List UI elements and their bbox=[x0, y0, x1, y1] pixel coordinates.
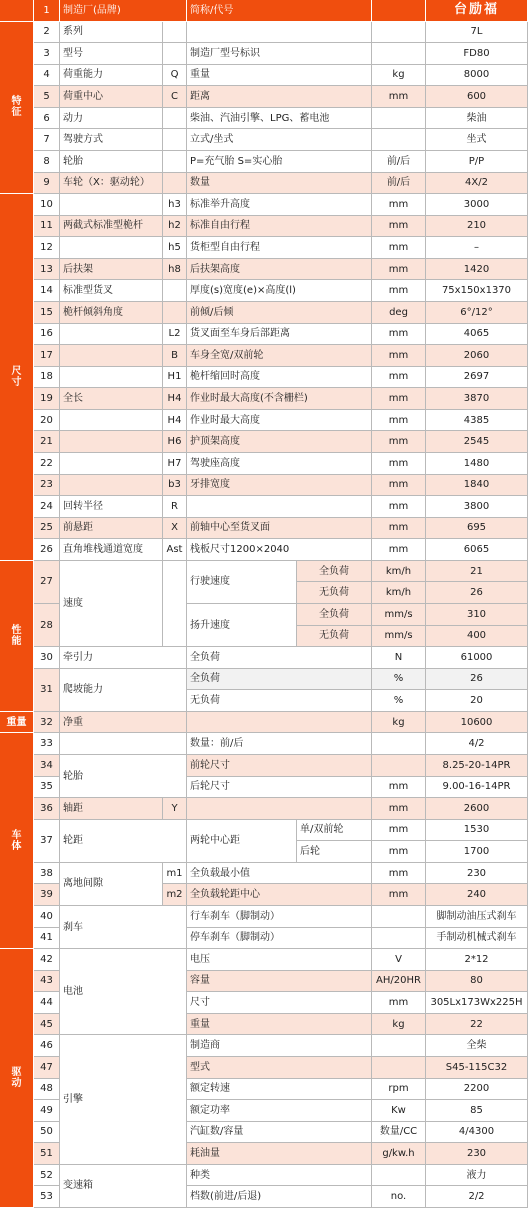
header-brand: 台励福 bbox=[426, 0, 528, 22]
row-value: 2060 bbox=[426, 345, 528, 367]
row-symbol bbox=[163, 129, 187, 151]
row-unit bbox=[372, 733, 426, 755]
row-item: 净重 bbox=[60, 712, 187, 734]
row-unit: mm bbox=[372, 431, 426, 453]
row-number: 42 bbox=[34, 949, 60, 971]
row-value: 1700 bbox=[426, 841, 528, 863]
row-unit bbox=[372, 43, 426, 65]
row-number: 36 bbox=[34, 798, 60, 820]
row-item bbox=[60, 367, 163, 389]
row-value: 240 bbox=[426, 884, 528, 906]
header-no: 1 bbox=[34, 0, 60, 22]
row-unit bbox=[372, 108, 426, 130]
row-symbol: B bbox=[163, 345, 187, 367]
row-symbol bbox=[163, 151, 187, 173]
row-condition: 后轮 bbox=[297, 841, 372, 863]
row-value: 4385 bbox=[426, 410, 528, 432]
row-number: 50 bbox=[34, 1122, 60, 1144]
row-number: 7 bbox=[34, 129, 60, 151]
row-unit: kg bbox=[372, 712, 426, 734]
row-description: 作业时最大高度 bbox=[187, 410, 372, 432]
row-number: 46 bbox=[34, 1035, 60, 1057]
row-description: 全负荷 bbox=[187, 647, 372, 669]
row-number: 30 bbox=[34, 647, 60, 669]
row-unit bbox=[372, 906, 426, 928]
row-symbol: L2 bbox=[163, 324, 187, 346]
row-item: 变速箱 bbox=[60, 1165, 187, 1208]
row-description: 全负载最小值 bbox=[187, 863, 372, 885]
row-item: 前悬距 bbox=[60, 518, 163, 540]
row-value: 2/2 bbox=[426, 1186, 528, 1208]
section-label: 尺 寸 bbox=[0, 194, 34, 561]
row-unit: mm bbox=[372, 496, 426, 518]
row-number: 22 bbox=[34, 453, 60, 475]
row-value: 85 bbox=[426, 1100, 528, 1122]
row-unit: mm bbox=[372, 475, 426, 497]
row-description: 货叉面至车身后部距离 bbox=[187, 324, 372, 346]
row-value: 75x150x1370 bbox=[426, 280, 528, 302]
row-description: 护顶架高度 bbox=[187, 431, 372, 453]
row-value: 8000 bbox=[426, 65, 528, 87]
row-value: 4065 bbox=[426, 324, 528, 346]
row-number: 41 bbox=[34, 928, 60, 950]
row-value: 4/4300 bbox=[426, 1122, 528, 1144]
row-unit: Kw bbox=[372, 1100, 426, 1122]
row-item bbox=[60, 453, 163, 475]
row-symbol: Ast bbox=[163, 539, 187, 561]
row-number: 49 bbox=[34, 1100, 60, 1122]
row-condition: 全负荷 bbox=[297, 561, 372, 583]
row-description: 重量 bbox=[187, 65, 372, 87]
row-item: 速度 bbox=[60, 561, 163, 647]
row-symbol bbox=[163, 173, 187, 195]
row-unit: mm bbox=[372, 280, 426, 302]
row-number: 12 bbox=[34, 237, 60, 259]
row-item: 荷重中心 bbox=[60, 86, 163, 108]
row-number: 26 bbox=[34, 539, 60, 561]
row-item bbox=[60, 410, 163, 432]
header-corner bbox=[0, 0, 34, 22]
row-value: 695 bbox=[426, 518, 528, 540]
row-value: 26 bbox=[426, 582, 528, 604]
row-unit bbox=[372, 1035, 426, 1057]
row-unit: mm bbox=[372, 216, 426, 238]
row-description: 停车刹车（脚制动） bbox=[187, 928, 372, 950]
row-description: 额定转速 bbox=[187, 1079, 372, 1101]
row-value: 22 bbox=[426, 1014, 528, 1036]
row-symbol: h2 bbox=[163, 216, 187, 238]
row-description: 扬升速度 bbox=[187, 604, 297, 647]
row-item: 驾驶方式 bbox=[60, 129, 163, 151]
row-number: 11 bbox=[34, 216, 60, 238]
row-number: 14 bbox=[34, 280, 60, 302]
row-item bbox=[60, 237, 163, 259]
row-unit: mm bbox=[372, 518, 426, 540]
section-label: 特 征 bbox=[0, 22, 34, 195]
row-symbol: H6 bbox=[163, 431, 187, 453]
row-description: 前轴中心至货叉面 bbox=[187, 518, 372, 540]
row-unit bbox=[372, 129, 426, 151]
row-value: 3870 bbox=[426, 388, 528, 410]
row-number: 13 bbox=[34, 259, 60, 281]
row-description: 数量 bbox=[187, 173, 372, 195]
row-value: 全柴 bbox=[426, 1035, 528, 1057]
row-description bbox=[187, 712, 372, 734]
row-value: 80 bbox=[426, 971, 528, 993]
row-item: 引擎 bbox=[60, 1035, 187, 1164]
row-value: 305Lx173Wx225H bbox=[426, 992, 528, 1014]
row-value: 2545 bbox=[426, 431, 528, 453]
row-symbol: m1 bbox=[163, 863, 187, 885]
row-unit: % bbox=[372, 690, 426, 712]
row-unit: % bbox=[372, 669, 426, 691]
row-unit: mm bbox=[372, 86, 426, 108]
row-unit: mm bbox=[372, 194, 426, 216]
row-value: 310 bbox=[426, 604, 528, 626]
row-description: 货柜型自由行程 bbox=[187, 237, 372, 259]
row-number: 48 bbox=[34, 1079, 60, 1101]
row-unit: mm bbox=[372, 410, 426, 432]
row-item: 牵引力 bbox=[60, 647, 187, 669]
row-description: 柴油、汽油引擎、LPG、蓄电池 bbox=[187, 108, 372, 130]
row-unit: mm/s bbox=[372, 626, 426, 648]
row-description: 档数(前进/后退) bbox=[187, 1186, 372, 1208]
row-description: 制造商 bbox=[187, 1035, 372, 1057]
row-value: 10600 bbox=[426, 712, 528, 734]
row-symbol: H4 bbox=[163, 410, 187, 432]
row-unit: deg bbox=[372, 302, 426, 324]
row-number: 44 bbox=[34, 992, 60, 1014]
row-number: 16 bbox=[34, 324, 60, 346]
row-symbol: X bbox=[163, 518, 187, 540]
row-number: 28 bbox=[34, 604, 60, 647]
row-number: 35 bbox=[34, 777, 60, 799]
row-item: 刹车 bbox=[60, 906, 187, 949]
row-value: 1480 bbox=[426, 453, 528, 475]
row-symbol bbox=[163, 108, 187, 130]
row-description: 无负荷 bbox=[187, 690, 372, 712]
row-value: 600 bbox=[426, 86, 528, 108]
row-unit: N bbox=[372, 647, 426, 669]
header-desc: 简称/代号 bbox=[187, 0, 372, 22]
row-number: 31 bbox=[34, 669, 60, 712]
row-number: 25 bbox=[34, 518, 60, 540]
row-value: 26 bbox=[426, 669, 528, 691]
row-description: 汽缸数/容量 bbox=[187, 1122, 372, 1144]
row-description: 重量 bbox=[187, 1014, 372, 1036]
row-unit: kg bbox=[372, 1014, 426, 1036]
row-description: 全负载轮距中心 bbox=[187, 884, 372, 906]
row-description: 桅杆缩回时高度 bbox=[187, 367, 372, 389]
row-description: 制造厂型号标识 bbox=[187, 43, 372, 65]
row-value: 6065 bbox=[426, 539, 528, 561]
row-item: 后扶架 bbox=[60, 259, 163, 281]
row-item: 回转半径 bbox=[60, 496, 163, 518]
row-value: 2600 bbox=[426, 798, 528, 820]
row-unit: V bbox=[372, 949, 426, 971]
row-unit: mm bbox=[372, 798, 426, 820]
row-description: 前倾/后倾 bbox=[187, 302, 372, 324]
header-unit bbox=[372, 0, 426, 22]
row-value: 4/2 bbox=[426, 733, 528, 755]
row-item: 荷重能力 bbox=[60, 65, 163, 87]
row-unit: mm bbox=[372, 863, 426, 885]
row-description: 前轮尺寸 bbox=[187, 755, 372, 777]
row-item: 直角堆栈通道宽度 bbox=[60, 539, 163, 561]
row-condition: 无负荷 bbox=[297, 582, 372, 604]
row-number: 20 bbox=[34, 410, 60, 432]
row-unit: kg bbox=[372, 65, 426, 87]
row-unit: mm bbox=[372, 367, 426, 389]
row-number: 17 bbox=[34, 345, 60, 367]
row-value: P/P bbox=[426, 151, 528, 173]
row-unit: 前/后 bbox=[372, 173, 426, 195]
row-value: 3800 bbox=[426, 496, 528, 518]
row-value: 2697 bbox=[426, 367, 528, 389]
row-number: 15 bbox=[34, 302, 60, 324]
row-description: 尺寸 bbox=[187, 992, 372, 1014]
row-unit: km/h bbox=[372, 582, 426, 604]
header-item: 制造厂(品牌) bbox=[60, 0, 187, 22]
row-number: 5 bbox=[34, 86, 60, 108]
row-item: 桅杆倾斜角度 bbox=[60, 302, 163, 324]
row-number: 47 bbox=[34, 1057, 60, 1079]
row-description: 型式 bbox=[187, 1057, 372, 1079]
row-symbol: h8 bbox=[163, 259, 187, 281]
row-description: 行车刹车（脚制动） bbox=[187, 906, 372, 928]
row-symbol bbox=[163, 280, 187, 302]
row-number: 23 bbox=[34, 475, 60, 497]
row-symbol bbox=[163, 43, 187, 65]
row-number: 2 bbox=[34, 22, 60, 44]
row-number: 45 bbox=[34, 1014, 60, 1036]
row-unit bbox=[372, 928, 426, 950]
row-number: 37 bbox=[34, 820, 60, 863]
row-number: 4 bbox=[34, 65, 60, 87]
row-item: 轮距 bbox=[60, 820, 187, 863]
row-item: 爬坡能力 bbox=[60, 669, 187, 712]
row-value: 400 bbox=[426, 626, 528, 648]
row-item: 车轮（X：驱动轮） bbox=[60, 173, 163, 195]
row-item: 离地间隙 bbox=[60, 863, 163, 906]
row-number: 6 bbox=[34, 108, 60, 130]
row-description: 作业时最大高度(不含栅栏) bbox=[187, 388, 372, 410]
row-unit: rpm bbox=[372, 1079, 426, 1101]
row-symbol: Y bbox=[163, 798, 187, 820]
row-unit: mm bbox=[372, 992, 426, 1014]
row-item: 型号 bbox=[60, 43, 163, 65]
row-item: 动力 bbox=[60, 108, 163, 130]
row-number: 32 bbox=[34, 712, 60, 734]
row-description: 全负荷 bbox=[187, 669, 372, 691]
section-label: 驱 动 bbox=[0, 949, 34, 1208]
row-number: 9 bbox=[34, 173, 60, 195]
row-description: 后扶架高度 bbox=[187, 259, 372, 281]
row-unit: mm/s bbox=[372, 604, 426, 626]
row-number: 3 bbox=[34, 43, 60, 65]
row-value: 21 bbox=[426, 561, 528, 583]
row-description: 立式/坐式 bbox=[187, 129, 372, 151]
row-symbol: H7 bbox=[163, 453, 187, 475]
row-value: 柴油 bbox=[426, 108, 528, 130]
row-description: 电压 bbox=[187, 949, 372, 971]
row-unit: mm bbox=[372, 841, 426, 863]
row-value: 1840 bbox=[426, 475, 528, 497]
row-unit: 数量/CC bbox=[372, 1122, 426, 1144]
row-symbol: b3 bbox=[163, 475, 187, 497]
row-description: 驾驶座高度 bbox=[187, 453, 372, 475]
row-number: 27 bbox=[34, 561, 60, 604]
row-unit: mm bbox=[372, 820, 426, 842]
row-value: 3000 bbox=[426, 194, 528, 216]
row-unit: mm bbox=[372, 884, 426, 906]
row-unit: 前/后 bbox=[372, 151, 426, 173]
row-item: 标准型货叉 bbox=[60, 280, 163, 302]
row-number: 19 bbox=[34, 388, 60, 410]
row-item: 全长 bbox=[60, 388, 163, 410]
row-number: 39 bbox=[34, 884, 60, 906]
row-description: 行驶速度 bbox=[187, 561, 297, 604]
row-description: 后轮尺寸 bbox=[187, 777, 372, 799]
section-label: 重量 bbox=[0, 712, 34, 734]
row-condition: 单/双前轮 bbox=[297, 820, 372, 842]
row-item: 系列 bbox=[60, 22, 163, 44]
row-symbol: Q bbox=[163, 65, 187, 87]
row-number: 52 bbox=[34, 1165, 60, 1187]
row-description: 牙排宽度 bbox=[187, 475, 372, 497]
row-value: 20 bbox=[426, 690, 528, 712]
row-item: 轮胎 bbox=[60, 755, 187, 798]
row-unit: mm bbox=[372, 345, 426, 367]
row-item bbox=[60, 733, 187, 755]
row-description bbox=[187, 22, 372, 44]
row-value: 210 bbox=[426, 216, 528, 238]
row-item: 轮胎 bbox=[60, 151, 163, 173]
row-symbol: H4 bbox=[163, 388, 187, 410]
row-number: 33 bbox=[34, 733, 60, 755]
row-unit: mm bbox=[372, 539, 426, 561]
row-description bbox=[187, 798, 372, 820]
row-unit bbox=[372, 755, 426, 777]
row-item bbox=[60, 431, 163, 453]
row-unit: mm bbox=[372, 453, 426, 475]
row-unit bbox=[372, 1057, 426, 1079]
row-symbol: C bbox=[163, 86, 187, 108]
row-number: 24 bbox=[34, 496, 60, 518]
row-item bbox=[60, 345, 163, 367]
row-condition: 无负荷 bbox=[297, 626, 372, 648]
row-value: 2200 bbox=[426, 1079, 528, 1101]
row-number: 10 bbox=[34, 194, 60, 216]
row-number: 40 bbox=[34, 906, 60, 928]
row-number: 38 bbox=[34, 863, 60, 885]
row-description: P=充气胎 S=实心胎 bbox=[187, 151, 372, 173]
row-symbol: m2 bbox=[163, 884, 187, 906]
row-description: 栈板尺寸1200×2040 bbox=[187, 539, 372, 561]
row-description: 厚度(s)宽度(e)×高度(l) bbox=[187, 280, 372, 302]
row-value: 2*12 bbox=[426, 949, 528, 971]
row-symbol bbox=[163, 302, 187, 324]
row-value: 脚制动油压式刹车 bbox=[426, 906, 528, 928]
section-label: 车 体 bbox=[0, 733, 34, 949]
row-value: 6°/12° bbox=[426, 302, 528, 324]
row-value: 1420 bbox=[426, 259, 528, 281]
row-description: 容量 bbox=[187, 971, 372, 993]
row-unit: mm bbox=[372, 777, 426, 799]
row-description: 额定功率 bbox=[187, 1100, 372, 1122]
row-number: 34 bbox=[34, 755, 60, 777]
row-value: FD80 bbox=[426, 43, 528, 65]
row-unit: mm bbox=[372, 388, 426, 410]
row-number: 21 bbox=[34, 431, 60, 453]
row-description: 车身全宽/双前轮 bbox=[187, 345, 372, 367]
row-description: 耗油量 bbox=[187, 1143, 372, 1165]
row-condition: 全负荷 bbox=[297, 604, 372, 626]
row-unit: no. bbox=[372, 1186, 426, 1208]
row-value: – bbox=[426, 237, 528, 259]
row-item: 电池 bbox=[60, 949, 187, 1035]
row-unit: mm bbox=[372, 237, 426, 259]
row-unit: mm bbox=[372, 259, 426, 281]
row-number: 43 bbox=[34, 971, 60, 993]
row-unit bbox=[372, 22, 426, 44]
row-number: 51 bbox=[34, 1143, 60, 1165]
row-value: 液力 bbox=[426, 1165, 528, 1187]
row-symbol: h5 bbox=[163, 237, 187, 259]
row-item: 轴距 bbox=[60, 798, 163, 820]
row-unit bbox=[372, 1165, 426, 1187]
row-value: 手制动机械式刹车 bbox=[426, 928, 528, 950]
row-symbol: R bbox=[163, 496, 187, 518]
row-unit: km/h bbox=[372, 561, 426, 583]
row-value: 9.00-16-14PR bbox=[426, 777, 528, 799]
row-value: 8.25-20-14PR bbox=[426, 755, 528, 777]
row-unit: g/kw.h bbox=[372, 1143, 426, 1165]
row-number: 53 bbox=[34, 1186, 60, 1208]
row-item bbox=[60, 324, 163, 346]
row-description: 距离 bbox=[187, 86, 372, 108]
row-unit: AH/20HR bbox=[372, 971, 426, 993]
row-symbol: h3 bbox=[163, 194, 187, 216]
row-symbol bbox=[163, 561, 187, 647]
row-value: 4X/2 bbox=[426, 173, 528, 195]
row-unit: mm bbox=[372, 324, 426, 346]
row-number: 8 bbox=[34, 151, 60, 173]
row-description: 种类 bbox=[187, 1165, 372, 1187]
row-description: 标准自由行程 bbox=[187, 216, 372, 238]
row-description: 两轮中心距 bbox=[187, 820, 297, 863]
row-symbol bbox=[163, 22, 187, 44]
row-item: 两截式标准型桅杆 bbox=[60, 216, 163, 238]
row-value: 7L bbox=[426, 22, 528, 44]
row-value: 坐式 bbox=[426, 129, 528, 151]
row-item bbox=[60, 194, 163, 216]
row-value: 61000 bbox=[426, 647, 528, 669]
row-value: 230 bbox=[426, 1143, 528, 1165]
row-description: 数量：前/后 bbox=[187, 733, 372, 755]
row-value: 230 bbox=[426, 863, 528, 885]
row-value: S45-115C32 bbox=[426, 1057, 528, 1079]
row-symbol: H1 bbox=[163, 367, 187, 389]
section-label: 性 能 bbox=[0, 561, 34, 712]
row-number: 18 bbox=[34, 367, 60, 389]
row-description: 标准举升高度 bbox=[187, 194, 372, 216]
row-description bbox=[187, 496, 372, 518]
row-item bbox=[60, 475, 163, 497]
row-value: 1530 bbox=[426, 820, 528, 842]
